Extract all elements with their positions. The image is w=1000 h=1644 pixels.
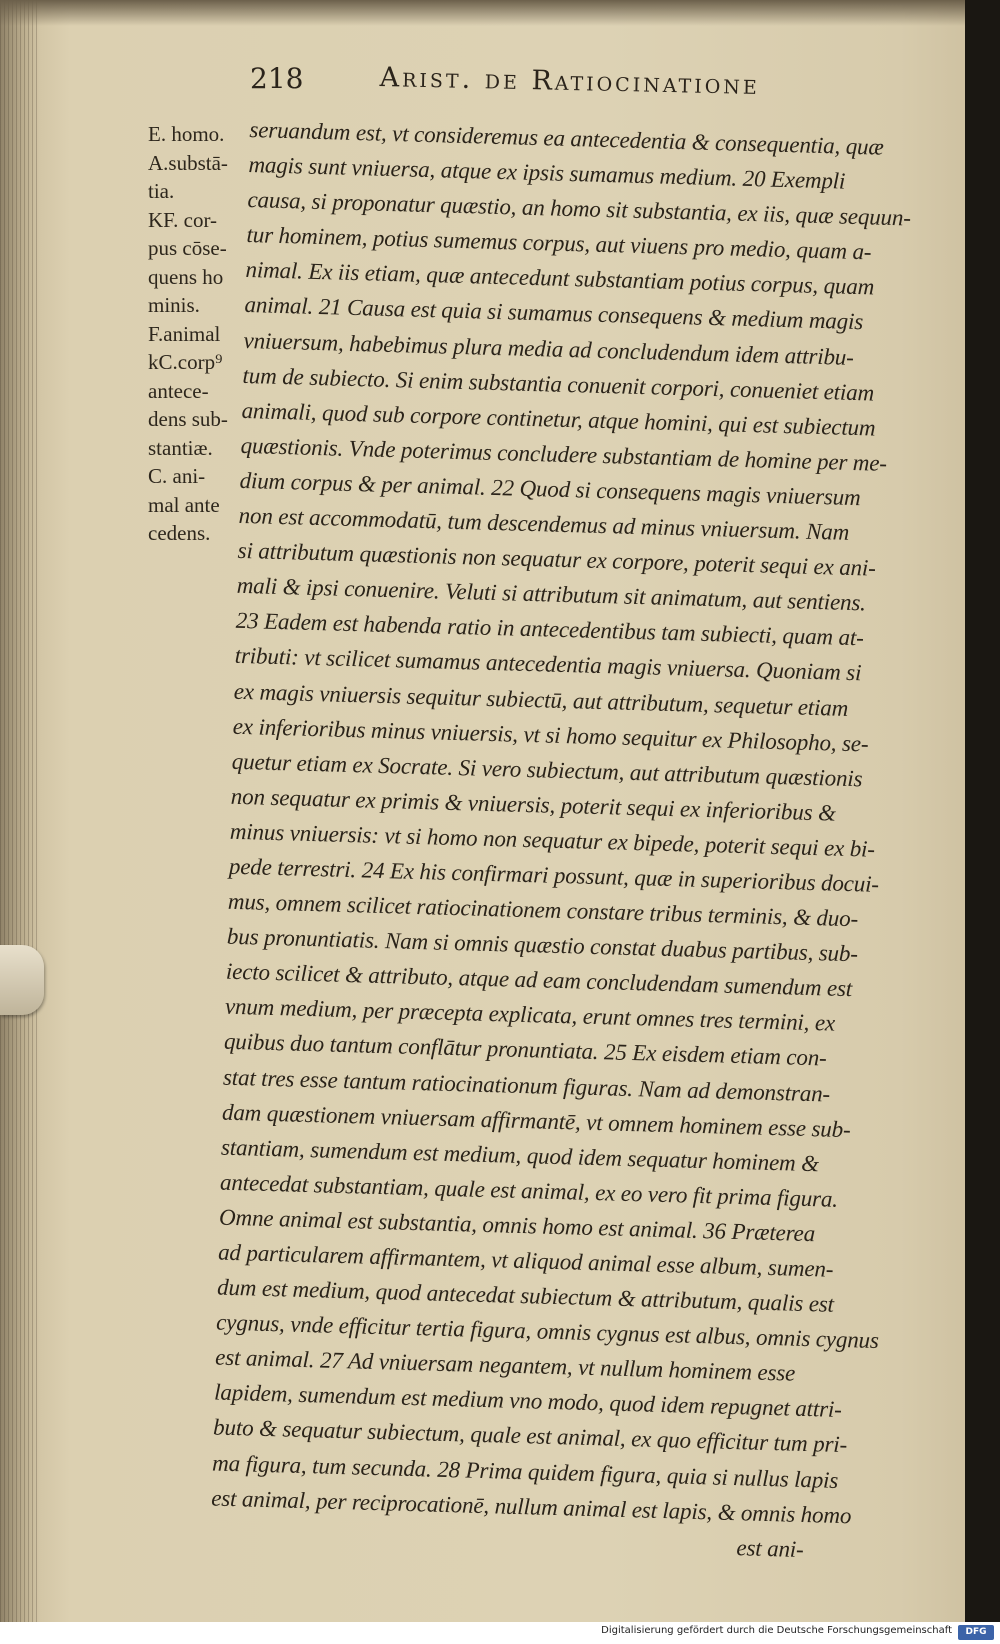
margin-note: E. homo. (148, 122, 225, 146)
footer-bar (0, 1622, 1000, 1644)
margin-note: minis. (148, 293, 200, 317)
text-line: dium corpus & per animal. 22 Quod si consequens magis vniuersum (239, 467, 861, 511)
text-line: vniuersum, habebimus plura media ad concludendum idem attribu- (243, 327, 855, 370)
text-line: vnum medium, per præcepta explicata, erunt omnes tres termini, ex (224, 993, 836, 1037)
text-line: buto & sequatur subiectum, quale est animal, ex quo efficitur tum pri- (212, 1414, 848, 1458)
dfg-logo-icon: DFG (958, 1625, 994, 1640)
margin-note: mal ante (148, 492, 220, 517)
text-line: mali & ipsi conuenire. Veluti si attributum sit animatum, aut sentiens. (236, 573, 867, 616)
running-head: Arist. de Ratiocinatione (379, 62, 761, 101)
margin-note: pus cōse- (148, 236, 227, 260)
text-line: iecto scilicet & attributo, atque ad eam concludendam sumendum est (225, 958, 853, 1002)
text-line: est animal, per reciprocationē, nullum animal est lapis, & omnis homo (210, 1485, 852, 1528)
page-number: 218 (250, 62, 304, 95)
text-line: bus pronuntiatis. Nam si omnis quæstio constat duabus partibus, sub- (226, 923, 859, 967)
text-line: Omne animal est substantia, omnis homo est animal. 36 Præterea (218, 1204, 816, 1247)
text-line: est ani- (209, 1520, 804, 1562)
text-line: si attributum quæstionis non sequatur ex corpore, poterit sequi ex ani- (237, 537, 877, 581)
text-line: tur hominem, potius sumemus corpus, aut viuens pro medio, quam a- (246, 222, 872, 265)
text-line: seruandum est, vt consideremus ea antecedentia & consequentia, quæ (249, 116, 885, 160)
margin-note: F.animal (148, 321, 221, 346)
text-line: quæstionis. Vnde poterimus concludere substantiam de homine per me- (240, 432, 888, 476)
text-line: stat tres esse tantum ratiocinationum figuras. Nam ad demonstran- (222, 1064, 831, 1107)
text-line: minus vniuersis: vt si homo non sequatur ex bipede, poterit sequi ex bi- (229, 818, 876, 862)
text-line: mus, omnem scilicet ratiocinationem constare tribus terminis, & duo- (227, 888, 859, 932)
text-line: 23 Eadem est habenda ratio in antecedentibus tam subiecti, quam at- (235, 608, 865, 651)
margin-notes (148, 120, 248, 548)
margin-note: KF. cor- (148, 207, 218, 232)
text-line: cygnus, vnde efficitur tertia figura, omnis cygnus est albus, omnis cygnus (215, 1309, 880, 1354)
text-line: lapidem, sumendum est medium vno modo, quod idem repugnet attri- (213, 1379, 843, 1423)
text-line: animal. 21 Causa est quia si sumamus consequens & medium magis (244, 292, 864, 335)
margin-note: dens sub- (148, 407, 228, 431)
margin-note: A.substā- (148, 150, 228, 175)
margin-note: tia. (148, 179, 175, 203)
text-line: animali, quod sub corpore continetur, atque homini, qui est subiectum (241, 397, 876, 441)
page-header (0, 62, 965, 112)
margin-note: antece- (148, 378, 209, 403)
margin-note: kC.corp⁹ (148, 350, 223, 374)
margin-note: cedens. (148, 521, 211, 545)
digitization-credit: Digitalisierung gefördert durch die Deutsche Forschungsgemeinschaft (601, 1625, 952, 1636)
margin-note: quens ho (148, 264, 224, 289)
text-line: antecedat substantiam, quale est animal, ex eo vero fit prima figura. (219, 1169, 839, 1212)
text-line: ad particularem affirmantem, vt aliquod animal esse album, sumen- (217, 1239, 834, 1282)
text-line: tum de subiecto. Si enim substantia conuenit corpori, conueniet etiam (242, 362, 875, 406)
text-line: quibus duo tantum conflātur pronuntiata. 25 Ex eisdem etiam con- (223, 1029, 827, 1071)
text-line: dam quæstionem vniuersam affirmantē, vt omnem hominem esse sub- (221, 1099, 851, 1142)
text-line: pede terrestri. 24 Ex his confirmari possunt, quæ in superioribus docui- (228, 853, 880, 897)
text-line: stantiam, sumendum est medium, quod idem sequatur hominem & (220, 1134, 820, 1177)
text-line: non sequatur ex primis & vniuersis, poterit sequi ex inferioribus & (230, 783, 837, 826)
text-line: tributi: vt scilicet sumamus antecedentia magis vniuersa. Quoniam si (234, 643, 862, 686)
margin-note: stantiæ. (148, 435, 213, 460)
text-line: ex magis vniuersis sequitur subiectū, aut attributum, sequetur etiam (233, 678, 849, 721)
text-line: non est accommodatū, tum descendemus ad minus vniuersum. Nam (238, 502, 850, 545)
text-line: dum est medium, quod antecedat subiectum & attributum, qualis est (216, 1274, 835, 1317)
text-line: ex inferioribus minus vniuersis, vt si homo sequitur ex Philosopho, se- (232, 713, 869, 757)
text-line: ma figura, tum secunda. 28 Prima quidem figura, quia si nullus lapis (211, 1450, 839, 1493)
text-line: causa, si proponatur quæstio, an homo sit substantia, ex iis, quæ sequun- (247, 187, 912, 231)
margin-note: C. ani- (148, 464, 206, 488)
text-line: nimal. Ex iis etiam, quæ antecedunt substantiam potius corpus, quam (245, 257, 875, 300)
text-line: est animal. 27 Ad vniuersam negantem, vt nullum hominem esse (214, 1344, 796, 1386)
page-clip (0, 945, 44, 1015)
text-line: quetur etiam ex Socrate. Si vero subiectum, aut attributum quæstionis (231, 748, 863, 792)
text-line: magis sunt vniuersa, atque ex ipsis sumamus medium. 20 Exempli (248, 152, 846, 194)
body-text (210, 112, 930, 1569)
